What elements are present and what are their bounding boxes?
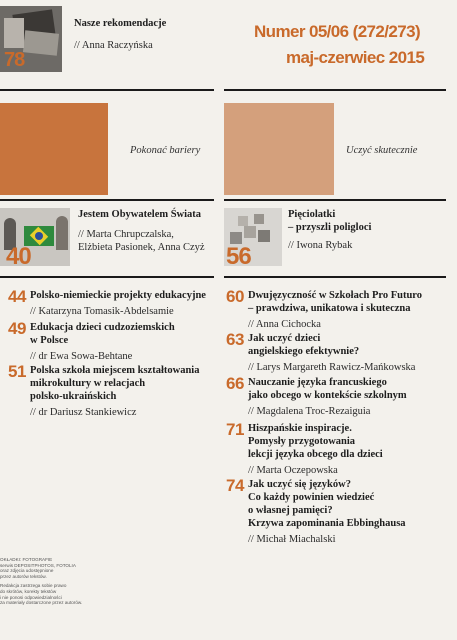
toc-author: // Larys Margareth Rawicz-Mańkowska bbox=[248, 362, 416, 373]
toc-title: – prawdziwa, unikatowa i skuteczna bbox=[248, 303, 411, 314]
toc-title: o własnej pamięci? bbox=[248, 505, 333, 516]
credits-line: serwis DEPOSITPHOTOS, FOTOLIA bbox=[0, 562, 76, 568]
mid-rule-left bbox=[0, 276, 214, 278]
toc-page-number: 71 bbox=[226, 420, 244, 439]
feature-caption-right: Uczyć skutecznie bbox=[346, 145, 418, 156]
mid-page-number-left: 40 bbox=[6, 243, 31, 270]
toc-title: Edukacja dzieci cudzoziemskich bbox=[30, 322, 175, 333]
credits-line: za materiały dostarczone przez autorów. bbox=[0, 600, 83, 606]
toc-author: // Magdalena Troc-Rezaiguia bbox=[248, 406, 371, 417]
mid-author-right: // Iwona Rybak bbox=[288, 240, 353, 251]
feature-rule-right bbox=[224, 199, 446, 201]
toc-page-number: 66 bbox=[226, 374, 244, 393]
toc-title: mikrokultury w relacjach bbox=[30, 378, 146, 389]
credits-line: OKŁADKI: FOTOGRAFIE bbox=[0, 557, 53, 562]
credits-line: Redakcja zastrzega sobie prawo bbox=[0, 583, 67, 589]
toc-title: jako obcego w kontekście szkolnym bbox=[248, 390, 407, 401]
toc-title: w Polsce bbox=[30, 335, 69, 346]
toc-title: polsko-ukraińskich bbox=[30, 391, 117, 402]
toc-title: Hiszpańskie inspiracje. bbox=[248, 423, 352, 434]
credits-line: oraz zdjęcia udostępnione bbox=[0, 568, 54, 574]
toc-page-number: 49 bbox=[8, 319, 26, 338]
feature-rule-left bbox=[0, 199, 214, 201]
toc-title: angielskiego efektywnie? bbox=[248, 346, 360, 357]
recommend-title: Nasze rekomendacje bbox=[74, 18, 167, 29]
toc-title: Krzywa zapominania Ebbinghausa bbox=[248, 518, 406, 529]
toc-title: Jak uczyć się języków? bbox=[248, 479, 351, 490]
header-rule-right bbox=[224, 89, 446, 91]
toc-author: // Michał Miachalski bbox=[248, 534, 336, 545]
toc-title: lekcji języka obcego dla dzieci bbox=[248, 449, 383, 460]
feature-image-right bbox=[224, 103, 334, 195]
toc-author: // Katarzyna Tomasik-Abdelsamie bbox=[30, 306, 174, 317]
toc-title: Polska szkoła miejscem kształtowania bbox=[30, 365, 200, 376]
mid-author-left-2: Elżbieta Pasionek, Anna Czyż bbox=[78, 242, 205, 253]
toc-page-number: 44 bbox=[8, 287, 26, 306]
toc-page-number: 74 bbox=[226, 476, 244, 495]
toc-title: Jak uczyć dzieci bbox=[248, 333, 321, 344]
recommend-page-number: 78 bbox=[4, 49, 25, 71]
mid-title-right-2: – przyszli poligloci bbox=[288, 222, 372, 233]
recommend-author: // Anna Raczyńska bbox=[74, 40, 153, 51]
toc-page-number: 60 bbox=[226, 287, 244, 306]
toc-page-number: 63 bbox=[226, 330, 244, 349]
toc-title: Dwujęzyczność w Szkołach Pro Futuro bbox=[248, 290, 423, 301]
toc-author: // Anna Cichocka bbox=[248, 319, 321, 330]
toc-author: // Marta Oczepowska bbox=[248, 465, 338, 476]
credits-line: i nie ponosi odpowiedzialności bbox=[0, 594, 62, 600]
credits-block bbox=[0, 557, 100, 606]
header-rule-left bbox=[0, 89, 214, 91]
toc-title: Pomysły przygotowania bbox=[248, 436, 356, 447]
toc-author: // dr Ewa Sowa-Behtane bbox=[30, 351, 133, 362]
toc-page-number: 51 bbox=[8, 362, 26, 381]
toc-title: Nauczanie języka francuskiego bbox=[248, 377, 387, 388]
credits-line: przez autorów tekstów. bbox=[0, 573, 47, 579]
mid-title-left: Jestem Obywatelem Świata bbox=[78, 209, 202, 220]
feature-image-left bbox=[0, 103, 108, 195]
toc-author: // dr Dariusz Stankiewicz bbox=[30, 407, 137, 418]
feature-caption-left: Pokonać bariery bbox=[130, 145, 201, 156]
issue-number: Numer 05/06 (272/273) bbox=[254, 22, 421, 41]
mid-title-right-1: Pięciolatki bbox=[288, 209, 336, 220]
mid-rule-right bbox=[224, 276, 446, 278]
issue-date: maj-czerwiec 2015 bbox=[286, 48, 425, 67]
credits-line: do skrótów, korekty tekstów bbox=[0, 588, 57, 594]
mid-author-left-1: // Marta Chrupczalska, bbox=[78, 229, 174, 240]
toc-title: Polsko-niemieckie projekty edukacyjne bbox=[30, 290, 206, 301]
mid-page-number-right: 56 bbox=[226, 243, 251, 270]
toc-title: Co każdy powinien wiedzieć bbox=[248, 492, 375, 503]
